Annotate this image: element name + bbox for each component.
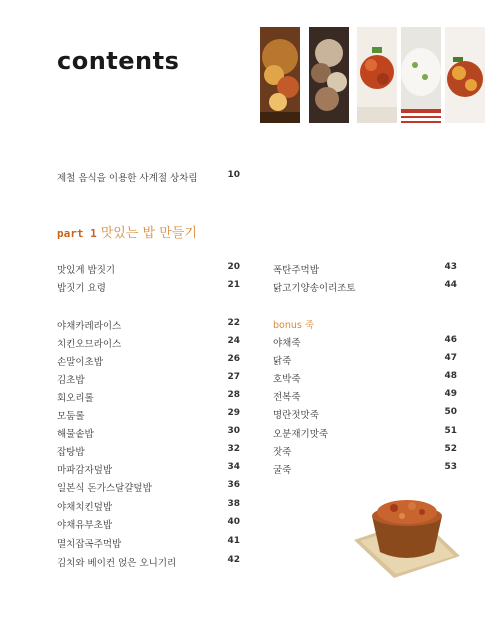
toc-entry-page: 30 [227,426,240,436]
toc-entry-page: 44 [444,280,457,290]
toc-entry-label: 폭탄주먹밥 [273,265,319,276]
toc-entry-label: 야채유부초밥 [57,520,113,531]
part-heading [57,222,197,241]
toc-entry-label: 모둠롤 [57,411,85,422]
food-photo-4 [401,27,441,123]
toc-entry-page: 47 [444,353,457,363]
toc-entry-page: 29 [227,408,240,418]
toc-entry-page: 51 [444,426,457,436]
toc-entry-page: 48 [444,371,457,381]
toc-entry-label: 제철 음식을 이용한 사계절 상차림 [57,173,198,184]
food-photo-5 [445,27,485,123]
toc-entry-page: 21 [227,280,240,290]
toc-entry-page: 41 [227,536,240,546]
toc-entry-label: 잡탕밥 [57,447,85,458]
toc-entry-label: 김초밥 [57,375,85,386]
toc-entry-label: 마파감자덮밥 [57,465,113,476]
toc-entry-page: 38 [227,499,240,509]
toc-entry-page: 50 [444,407,457,417]
toc-entry-page: 49 [444,389,457,399]
toc-entry-label: 호박죽 [273,374,301,385]
toc-entry-label: 오분재기맛죽 [273,429,329,440]
porridge-bowl-image [350,478,462,578]
toc-entry-page: 43 [444,262,457,272]
toc-entry-page: 20 [227,262,240,272]
toc-entry-label: 회오리롤 [57,393,94,404]
toc-entry-label: 굴죽 [273,465,292,476]
toc-entry-label: 전복죽 [273,392,301,403]
toc-entry-label: 명란젓맛죽 [273,410,319,421]
toc-entry-label: 잣죽 [273,447,292,458]
toc-entry-label: 손말이초밥 [57,357,103,368]
bonus-heading: bonus 죽 [273,320,315,331]
toc-entry-page: 42 [227,555,240,565]
toc-entry-page: 24 [227,336,240,346]
toc-entry-page: 40 [227,517,240,527]
toc-entry-label: 멸치잡곡주먹밥 [57,539,122,550]
food-photo-1 [260,27,300,123]
toc-entry-page: 27 [227,372,240,382]
toc-entry-label: 치킨오므라이스 [57,339,122,350]
toc-entry-page: 26 [227,354,240,364]
toc-entry-page: 52 [444,444,457,454]
toc-entry-label: 닭고기양송이리조토 [273,283,356,294]
toc-entry-page: 46 [444,335,457,345]
toc-entry-page: 22 [227,318,240,328]
part-number: part 1 [57,227,97,240]
food-photo-2 [309,27,349,123]
toc-entry-label: 밥짓기 요령 [57,283,106,294]
toc-entry-page: 53 [444,462,457,472]
toc-entry-page: 32 [227,444,240,454]
toc-entry-label: 일본식 돈가스달걀덮밥 [57,483,152,494]
toc-entry-label: 야채카레라이스 [57,321,122,332]
toc-entry-label: 야채죽 [273,338,301,349]
toc-entry-page: 10 [227,170,240,180]
toc-entry-label: 김치와 베이컨 얹은 오니기리 [57,558,177,569]
toc-entry-label: 야채치킨덮밥 [57,502,113,513]
toc-entry-label: 해물솥밥 [57,429,94,440]
toc-entry-page: 28 [227,390,240,400]
page-title: contents [57,47,180,75]
food-photo-3 [357,27,397,123]
toc-entry-page: 34 [227,462,240,472]
toc-entry-page: 36 [227,480,240,490]
toc-entry-label: 닭죽 [273,356,292,367]
part-title: 맛있는 밥 만들기 [100,226,197,241]
toc-entry-label: 맛있게 밥짓기 [57,265,116,276]
